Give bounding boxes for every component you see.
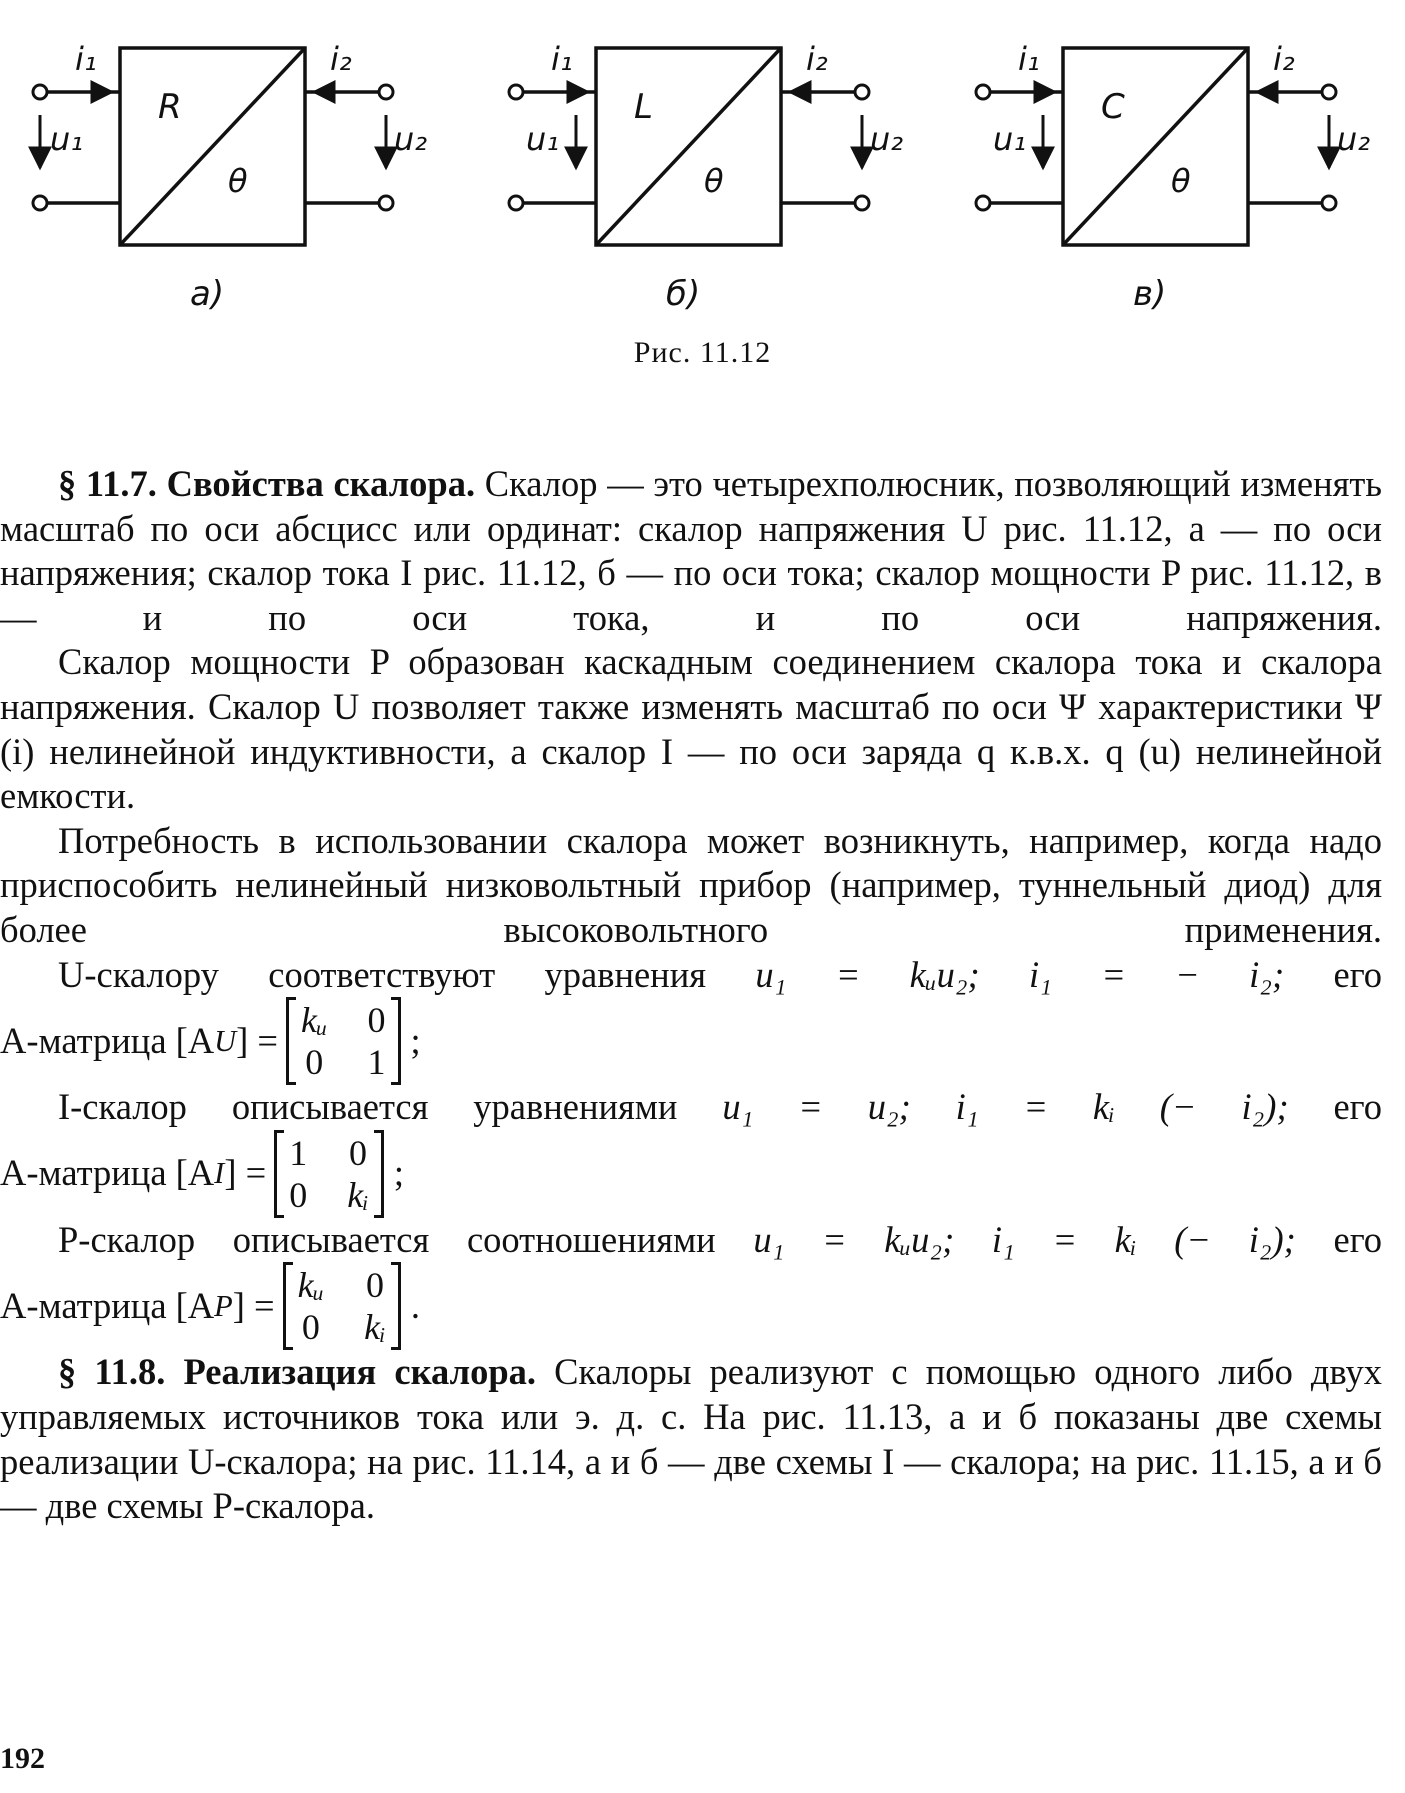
label-theta: θ [1171,162,1191,200]
terminal [976,85,990,99]
two-port-b [509,40,903,314]
label-i2: i₂ [1273,40,1295,78]
two-port-a [33,40,427,314]
diagonal-line [1063,48,1248,245]
label-i1: i₁ [551,40,573,78]
p-scalor-equations [0,1218,1382,1263]
terminal [379,85,393,99]
u-matrix [286,997,401,1085]
i-scalor-matrix-line: A-матрица [A I ] = 1 0 0 kᵢ ; [0,1130,1382,1218]
label-element: R [158,87,182,127]
u-scalor-text: U-скалору соответствуют уравнения [58,953,707,995]
p-scalor-text: P-скалор описывается соотношениями [58,1218,716,1260]
i-scalor-equations [0,1085,1382,1130]
body-text [0,462,1382,1529]
label-i1: i₁ [1018,40,1040,78]
u-matrix-subscript: U [214,1023,237,1058]
label-i1: i₁ [75,40,97,78]
i-scalor-text: I-скалор описывается уравнениями [58,1086,678,1128]
matrix-cell: 0 [349,1132,368,1173]
label-u2: u₂ [1337,120,1371,158]
matrix-cell: 0 [301,1307,320,1348]
section-11-7-text-1: Скалор — это четырехполюсник, позволяющий изменять масштаб по оси абсцисс или ординат: скалор напряжения U рис. 11.12, а — по оси напряжения; скалор тока I рис. 11.12, б — по оси тока; скалор мощности P рис. 11.12, в — и по оси тока, и по оси напряжения. [0,463,1382,638]
terminal [855,85,869,99]
u-scalor-equations [0,953,1382,998]
section-11-7-heading: § 11.7. Свойства скалора. [58,463,476,504]
p-scalor-equation: u₁ = kᵤu₂; i₁ = kᵢ (− i₂); [753,1218,1296,1260]
u-matrix-label: A-матрица [A [0,1019,215,1061]
section-11-8-text: Скалоры реализуют с помощью одного либо двух управляемых источников тока или э. д. с. На рис. 11.13, а и б показаны две схемы реализации U-скалора; на рис. 11.14, а и б — две схемы I — скалора; на рис. 11.15, а и б — две схемы P-скалора. [0,1351,1382,1527]
section-11-8-heading: § 11.8. Реализация скалора. [58,1351,537,1393]
matrix-cell: 1 [289,1132,308,1173]
label-theta: θ [704,162,724,200]
matrix-cell: 0 [366,1265,384,1306]
p-matrix [283,1262,401,1350]
terminal [509,196,523,210]
figure-11-12 [0,0,1405,320]
p-matrix-subscript: P [214,1289,233,1324]
terminal [976,196,990,210]
terminal [1322,196,1336,210]
matrix-cell: 0 [305,1042,324,1083]
section-11-8-paragraph [0,1350,1382,1528]
terminal [379,196,393,210]
label-i2: i₂ [330,40,352,78]
p-matrix-label: A-матрица [A [0,1285,215,1327]
terminal [509,85,523,99]
figure-caption: Рис. 11.12 [633,336,772,369]
label-element: L [634,87,653,127]
matrix-cell: kᵤ [301,1000,328,1041]
terminal [33,196,47,210]
i-matrix [274,1130,384,1218]
i-scalor-ego: его [1333,1086,1382,1128]
section-11-7-paragraph-2: Скалор мощности P образован каскадным соединением скалора тока и скалора напряжения. Скалор U позволяет также изменять масштаб по оси Ψ характеристики Ψ (i) нелинейной индуктивности, а скалор I — по оси заряда q к.в.х. q (u) нелинейной емкости. [0,641,1382,817]
punctuation: ; [393,1152,405,1194]
label-u1: u₁ [993,120,1027,158]
i-matrix-label: A-матрица [A [0,1152,215,1194]
terminal [33,85,47,99]
two-port-c [976,40,1370,314]
p-scalor-matrix-line: A-матрица [A P ] = kᵤ 0 0 kᵢ . [0,1262,1382,1350]
panel-letter: в) [1133,274,1167,314]
label-element: C [1101,87,1125,127]
u-scalor-equation: u₁ = kᵤu₂; i₁ = − i₂; [755,953,1285,995]
section-11-7-paragraph-3: Потребность в использовании скалора может возникнуть, например, когда надо приспособить нелинейный низковольтный прибор (например, туннельный диод) для более высоковольтного применения. [0,819,1382,950]
label-u2: u₂ [870,120,904,158]
terminal [1322,85,1336,99]
p-scalor-ego: его [1333,1218,1383,1260]
label-i2: i₂ [806,40,828,78]
terminal [855,196,869,210]
punctuation: ; [410,1019,421,1061]
i-matrix-subscript: I [214,1156,225,1191]
matrix-cell: kᵢ [347,1174,369,1215]
matrix-cell: 0 [367,1000,386,1041]
label-theta: θ [228,162,248,200]
matrix-cell: kᵤ [297,1265,325,1306]
matrix-cell: 0 [289,1174,308,1215]
diagonal-line [120,48,305,245]
label-u2: u₂ [394,120,428,158]
panel-letter: б) [666,274,701,314]
section-11-7-paragraph-1 [0,462,1382,640]
i-scalor-equation: u₁ = u₂; i₁ = kᵢ (− i₂); [722,1086,1289,1128]
diagonal-line [596,48,781,245]
matrix-cell: 1 [367,1042,386,1083]
panel-letter: а) [190,274,225,314]
page-number: 192 [0,1742,45,1775]
u-scalor-ego: его [1333,953,1383,995]
label-u1: u₁ [526,120,560,158]
punctuation: . [410,1285,420,1327]
u-scalor-matrix-line: A-матрица [A U ] = kᵤ 0 0 1 ; [0,997,1382,1085]
matrix-cell: kᵢ [364,1307,386,1348]
label-u1: u₁ [50,120,84,158]
